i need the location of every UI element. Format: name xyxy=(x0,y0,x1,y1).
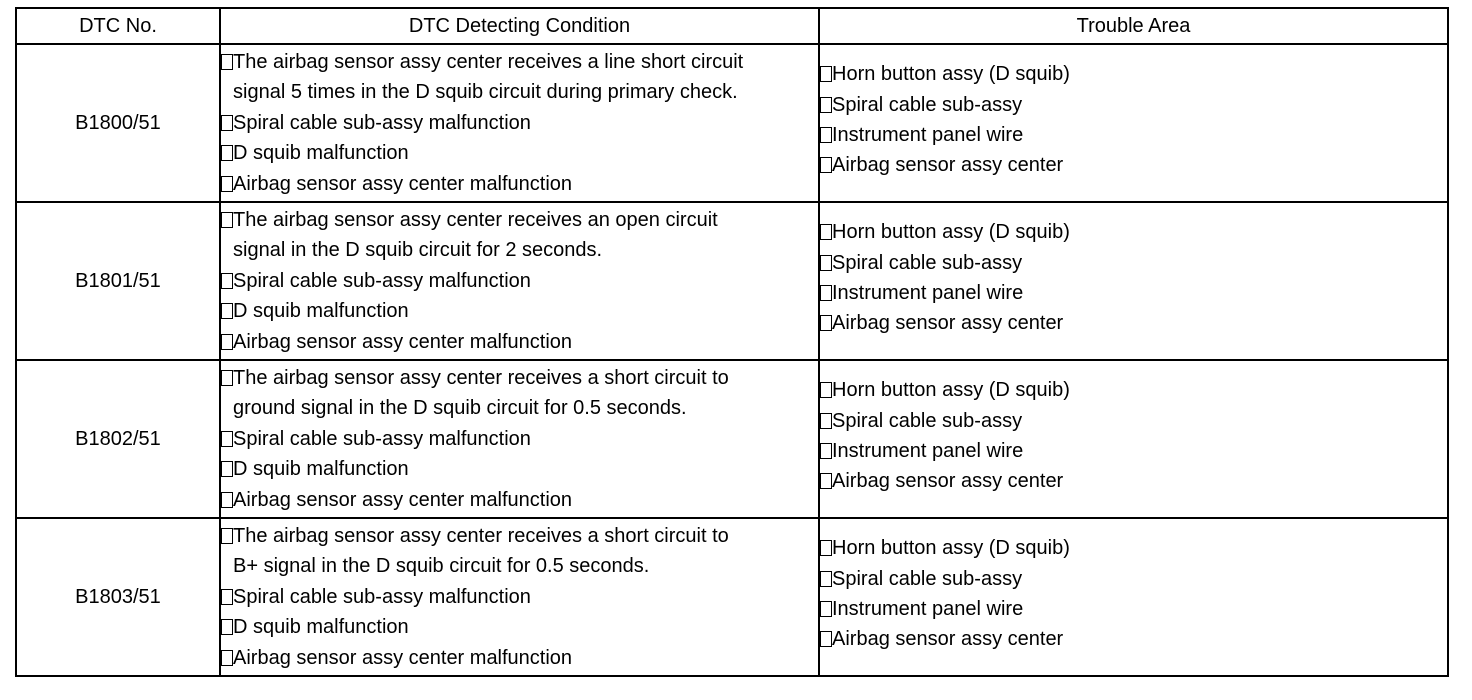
trouble-area-text: Airbag sensor assy center xyxy=(832,628,1064,651)
checkbox-bullet-icon xyxy=(820,631,832,647)
header-dtc-no: DTC No. xyxy=(16,8,220,44)
checkbox-bullet-icon xyxy=(820,382,832,398)
trouble-area-cell xyxy=(819,44,1448,202)
checkbox-bullet-icon xyxy=(221,492,233,508)
trouble-area-item xyxy=(820,533,1447,563)
condition-line-continued: signal 5 times in the D squib circuit during primary check. xyxy=(233,81,738,104)
table-row xyxy=(16,518,1448,676)
checkbox-bullet-icon xyxy=(221,303,233,319)
condition-line xyxy=(221,266,818,296)
trouble-area-text: Horn button assy (D squib) xyxy=(832,221,1070,244)
checkbox-bullet-icon xyxy=(820,66,832,82)
checkbox-bullet-icon xyxy=(820,571,832,587)
trouble-area-text: Spiral cable sub-assy xyxy=(832,251,1023,274)
condition-cell xyxy=(220,44,819,202)
condition-text: The airbag sensor assy center receives a line short circuit xyxy=(233,50,744,73)
condition-text: Spiral cable sub-assy malfunction xyxy=(233,585,531,608)
checkbox-bullet-icon xyxy=(221,589,233,605)
dtc-code: B1800/51 xyxy=(16,44,220,202)
checkbox-bullet-icon xyxy=(820,97,832,113)
trouble-area-list xyxy=(820,59,1447,181)
condition-line xyxy=(221,363,818,393)
checkbox-bullet-icon xyxy=(221,334,233,350)
checkbox-bullet-icon xyxy=(820,255,832,271)
condition-line-continued: B+ signal in the D squib circuit for 0.5 seconds. xyxy=(233,555,650,578)
checkbox-bullet-icon xyxy=(820,540,832,556)
checkbox-bullet-icon xyxy=(820,473,832,489)
checkbox-bullet-icon xyxy=(221,650,233,666)
checkbox-bullet-icon xyxy=(820,413,832,429)
condition-line xyxy=(221,612,818,642)
trouble-area-item xyxy=(820,594,1447,624)
checkbox-bullet-icon xyxy=(221,461,233,477)
checkbox-bullet-icon xyxy=(221,273,233,289)
trouble-area-text: Horn button assy (D squib) xyxy=(832,63,1070,86)
trouble-area-text: Instrument panel wire xyxy=(832,124,1024,146)
condition-text: Airbag sensor assy center malfunction xyxy=(233,172,573,195)
table-row xyxy=(16,360,1448,518)
trouble-area-cell xyxy=(819,202,1448,360)
trouble-area-text: Airbag sensor assy center xyxy=(832,154,1064,177)
condition-text: Spiral cable sub-assy malfunction xyxy=(233,111,531,134)
condition-text: Spiral cable sub-assy malfunction xyxy=(233,269,531,292)
trouble-area-text: Horn button assy (D squib) xyxy=(832,379,1070,402)
trouble-area-item xyxy=(820,248,1447,278)
dtc-table xyxy=(15,7,1449,677)
table-row xyxy=(16,44,1448,202)
condition-line xyxy=(221,108,818,138)
condition-text: The airbag sensor assy center receives a short circuit to xyxy=(233,366,729,389)
trouble-area-text: Instrument panel wire xyxy=(832,440,1024,462)
trouble-area-item xyxy=(820,217,1447,247)
checkbox-bullet-icon xyxy=(221,431,233,447)
trouble-area-cell xyxy=(819,360,1448,518)
checkbox-bullet-icon xyxy=(820,601,832,617)
checkbox-bullet-icon xyxy=(820,443,832,459)
condition-text: The airbag sensor assy center receives a short circuit to xyxy=(233,524,729,547)
condition-text: D squib malfunction xyxy=(233,458,409,481)
checkbox-bullet-icon xyxy=(221,619,233,635)
dtc-code: B1803/51 xyxy=(16,518,220,676)
checkbox-bullet-icon xyxy=(221,176,233,192)
header-trouble-area: Trouble Area xyxy=(819,8,1448,44)
condition-line xyxy=(221,521,818,551)
condition-line xyxy=(221,205,818,235)
checkbox-bullet-icon xyxy=(820,224,832,240)
dtc-code: B1801/51 xyxy=(16,202,220,360)
condition-line xyxy=(221,47,818,77)
trouble-area-text: Airbag sensor assy center xyxy=(832,470,1064,493)
condition-line xyxy=(221,582,818,612)
trouble-area-text: Instrument panel wire xyxy=(832,282,1024,304)
checkbox-bullet-icon xyxy=(820,127,832,143)
checkbox-bullet-icon xyxy=(221,115,233,131)
condition-text: Airbag sensor assy center malfunction xyxy=(233,330,573,353)
condition-line-continued: signal in the D squib circuit for 2 seconds. xyxy=(233,239,603,262)
dtc-code: B1802/51 xyxy=(16,360,220,518)
checkbox-bullet-icon xyxy=(820,315,832,331)
header-condition: DTC Detecting Condition xyxy=(220,8,819,44)
condition-text: D squib malfunction xyxy=(233,300,409,323)
condition-text: Spiral cable sub-assy malfunction xyxy=(233,427,531,450)
condition-cell xyxy=(220,360,819,518)
condition-line xyxy=(221,643,818,673)
condition-line xyxy=(221,454,818,484)
checkbox-bullet-icon xyxy=(221,54,233,70)
condition-text: Airbag sensor assy center malfunction xyxy=(233,488,573,511)
condition-cell xyxy=(220,518,819,676)
condition-line xyxy=(221,327,818,357)
condition-line xyxy=(221,296,818,326)
trouble-area-item xyxy=(820,308,1447,338)
trouble-area-item xyxy=(820,90,1447,120)
trouble-area-list xyxy=(820,375,1447,497)
trouble-area-item xyxy=(820,120,1447,150)
table-row xyxy=(16,202,1448,360)
trouble-area-item xyxy=(820,150,1447,180)
checkbox-bullet-icon xyxy=(221,212,233,228)
condition-line xyxy=(221,485,818,515)
trouble-area-item xyxy=(820,59,1447,89)
condition-text: D squib malfunction xyxy=(233,616,409,639)
trouble-area-item xyxy=(820,375,1447,405)
trouble-area-text: Spiral cable sub-assy xyxy=(832,93,1023,116)
trouble-area-cell xyxy=(819,518,1448,676)
checkbox-bullet-icon xyxy=(221,145,233,161)
condition-line xyxy=(221,424,818,454)
trouble-area-item xyxy=(820,436,1447,466)
condition-line-continued: ground signal in the D squib circuit for 0.5 seconds. xyxy=(233,397,687,420)
header-row xyxy=(16,8,1448,44)
trouble-area-item xyxy=(820,466,1447,496)
condition-line xyxy=(221,169,818,199)
checkbox-bullet-icon xyxy=(820,157,832,173)
trouble-area-item xyxy=(820,564,1447,594)
trouble-area-item xyxy=(820,278,1447,308)
trouble-area-item xyxy=(820,406,1447,436)
trouble-area-text: Horn button assy (D squib) xyxy=(832,537,1070,560)
trouble-area-text: Instrument panel wire xyxy=(832,598,1024,620)
condition-cell xyxy=(220,202,819,360)
trouble-area-list xyxy=(820,217,1447,339)
trouble-area-text: Airbag sensor assy center xyxy=(832,312,1064,335)
checkbox-bullet-icon xyxy=(221,370,233,386)
condition-text: D squib malfunction xyxy=(233,142,409,165)
trouble-area-text: Spiral cable sub-assy xyxy=(832,409,1023,432)
condition-line xyxy=(221,138,818,168)
checkbox-bullet-icon xyxy=(221,528,233,544)
trouble-area-list xyxy=(820,533,1447,655)
trouble-area-item xyxy=(820,624,1447,654)
checkbox-bullet-icon xyxy=(820,285,832,301)
condition-text: The airbag sensor assy center receives an open circuit xyxy=(233,208,718,231)
condition-text: Airbag sensor assy center malfunction xyxy=(233,646,573,669)
trouble-area-text: Spiral cable sub-assy xyxy=(832,567,1023,590)
